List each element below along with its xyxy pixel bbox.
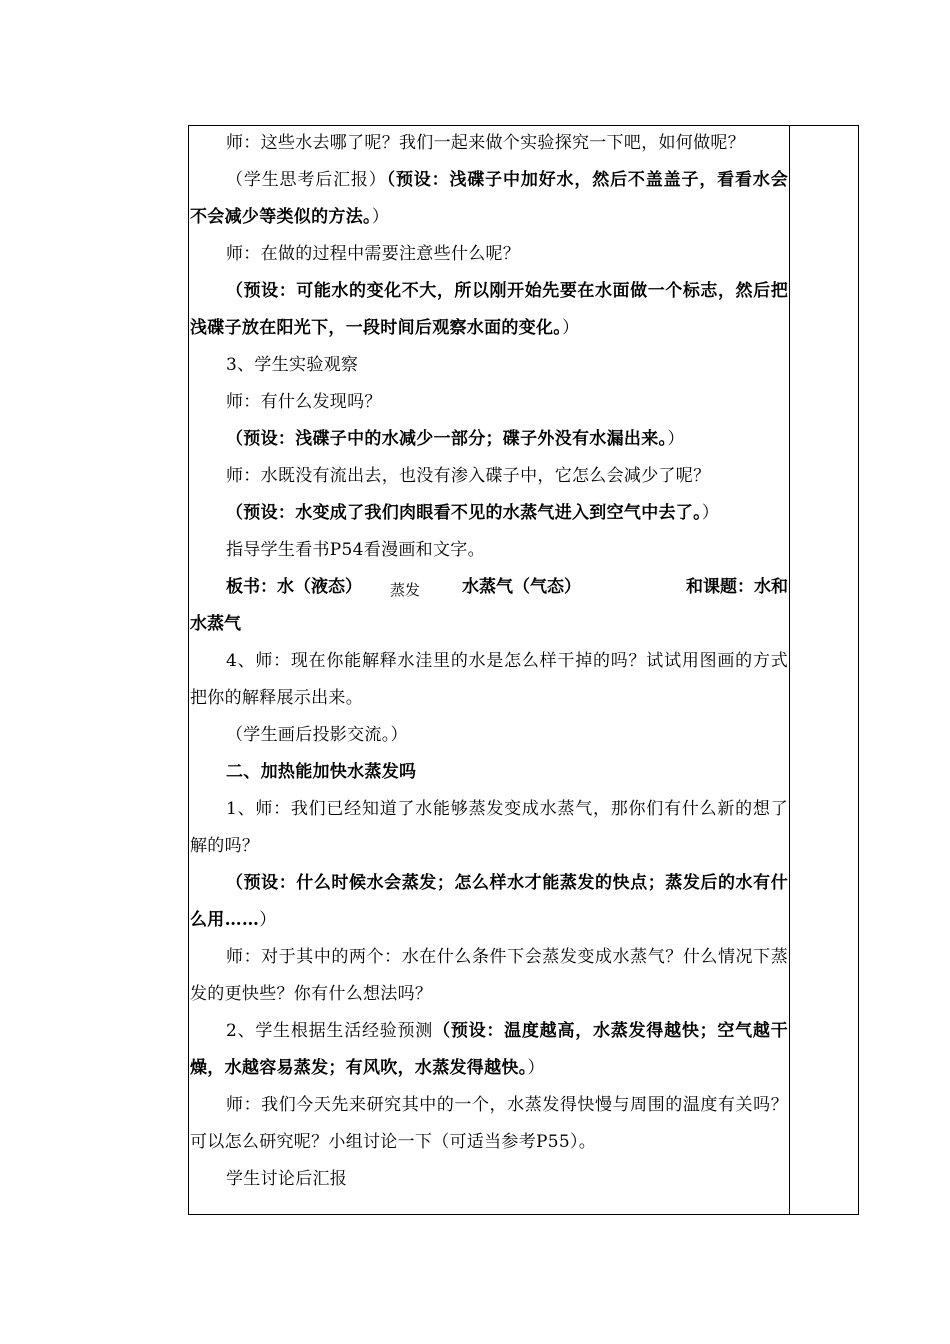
board-vapor: 水蒸气（气态） bbox=[462, 577, 581, 597]
paragraph bbox=[190, 236, 788, 273]
text-segment: （学生思考后汇报） bbox=[226, 170, 387, 190]
text-segment: 2、学生根据生活经验预测 bbox=[226, 1021, 434, 1041]
paragraph bbox=[190, 1087, 788, 1161]
board-label: 板书：水（液态） bbox=[226, 577, 362, 597]
paragraph bbox=[190, 939, 788, 1013]
blackboard-line-2 bbox=[190, 606, 788, 643]
lesson-content bbox=[190, 125, 788, 1198]
paragraph bbox=[190, 865, 788, 939]
paragraph bbox=[190, 458, 788, 495]
text-segment: （学生画后投影交流。） bbox=[226, 725, 408, 745]
board-topic-end: 水蒸气 bbox=[190, 614, 241, 634]
bold-text: （预设：温度越高，水蒸发得越快；空气越干燥，水越容易蒸发；有风吹，水蒸发得越快。 bbox=[190, 1021, 788, 1078]
bold-text: 二、加热能加快水蒸发吗 bbox=[226, 762, 417, 782]
text-segment: 师：对于其中的两个：水在什么条件下会蒸发变成水蒸气？什么情况下蒸发的更快些？你有什么想法吗？ bbox=[190, 947, 788, 1004]
paragraph bbox=[190, 791, 788, 865]
paragraph-group-2 bbox=[190, 643, 788, 1198]
paragraph bbox=[190, 1161, 788, 1198]
bold-text: （预设：可能水的变化不大，所以刚开始先要在水面做一个标志，然后把浅碟子放在阳光下，一段时间后观察水面的变化。 bbox=[190, 281, 788, 338]
paragraph bbox=[190, 347, 788, 384]
paragraph bbox=[190, 273, 788, 347]
text-segment: 师：这些水去哪了呢？我们一起来做个实验探究一下吧，如何做呢？ bbox=[226, 133, 745, 153]
text-segment: 1、师：我们已经知道了水能够蒸发变成水蒸气，那你们有什么新的想了解的吗？ bbox=[190, 799, 788, 856]
text-segment: 学生讨论后汇报 bbox=[226, 1169, 348, 1189]
table-column-divider bbox=[789, 125, 790, 1215]
text-segment: ） bbox=[527, 1058, 545, 1078]
blackboard-line bbox=[190, 569, 788, 606]
paragraph bbox=[190, 125, 788, 162]
paragraph bbox=[190, 754, 788, 791]
paragraph bbox=[190, 717, 788, 754]
bold-text: （预设：浅碟子中的水减少一部分；碟子外没有水漏出来。 bbox=[226, 429, 668, 449]
text-segment: 3、学生实验观察 bbox=[226, 355, 359, 375]
paragraph bbox=[190, 162, 788, 236]
paragraph bbox=[190, 532, 788, 569]
text-segment: 师：我们今天先来研究其中的一个，水蒸发得快慢与周围的温度有关吗？可以怎么研究呢？小组讨论一下（可适当参考P55）。 bbox=[190, 1095, 788, 1152]
bold-text: （预设：浅碟子中加好水，然后不盖盖子，看看水会不会减少等类似的方法。 bbox=[190, 170, 788, 227]
paragraph bbox=[190, 643, 788, 717]
text-segment: ） bbox=[371, 207, 390, 227]
text-segment: ） bbox=[701, 503, 720, 523]
text-segment: 师：在做的过程中需要注意些什么呢？ bbox=[226, 244, 521, 264]
paragraph bbox=[190, 384, 788, 421]
text-segment: ） bbox=[667, 429, 685, 449]
bold-text: （预设：水变成了我们肉眼看不见的水蒸气进入到空气中去了。 bbox=[226, 503, 702, 523]
text-segment: ） bbox=[562, 318, 580, 338]
paragraph bbox=[190, 1013, 788, 1087]
text-segment: 师：有什么发现吗？ bbox=[226, 392, 382, 412]
paragraph-group-1 bbox=[190, 125, 788, 569]
bold-text: （预设：什么时候水会蒸发；怎么样水才能蒸发的快点；蒸发后的水有什么用…… bbox=[190, 873, 788, 930]
board-topic-start: 和课题：水和 bbox=[686, 577, 788, 597]
text-segment: 指导学生看书P54看漫画和文字。 bbox=[226, 540, 485, 560]
paragraph bbox=[190, 495, 788, 532]
text-segment: 师：水既没有流出去，也没有渗入碟子中，它怎么会减少了呢？ bbox=[226, 466, 711, 486]
text-segment: ） bbox=[259, 910, 277, 930]
board-arrow-label: 蒸发 bbox=[390, 581, 421, 599]
text-segment: 4、师：现在你能解释水洼里的水是怎么样干掉的吗？试试用图画的方式把你的解释展示出来。 bbox=[190, 651, 788, 708]
paragraph bbox=[190, 421, 788, 458]
